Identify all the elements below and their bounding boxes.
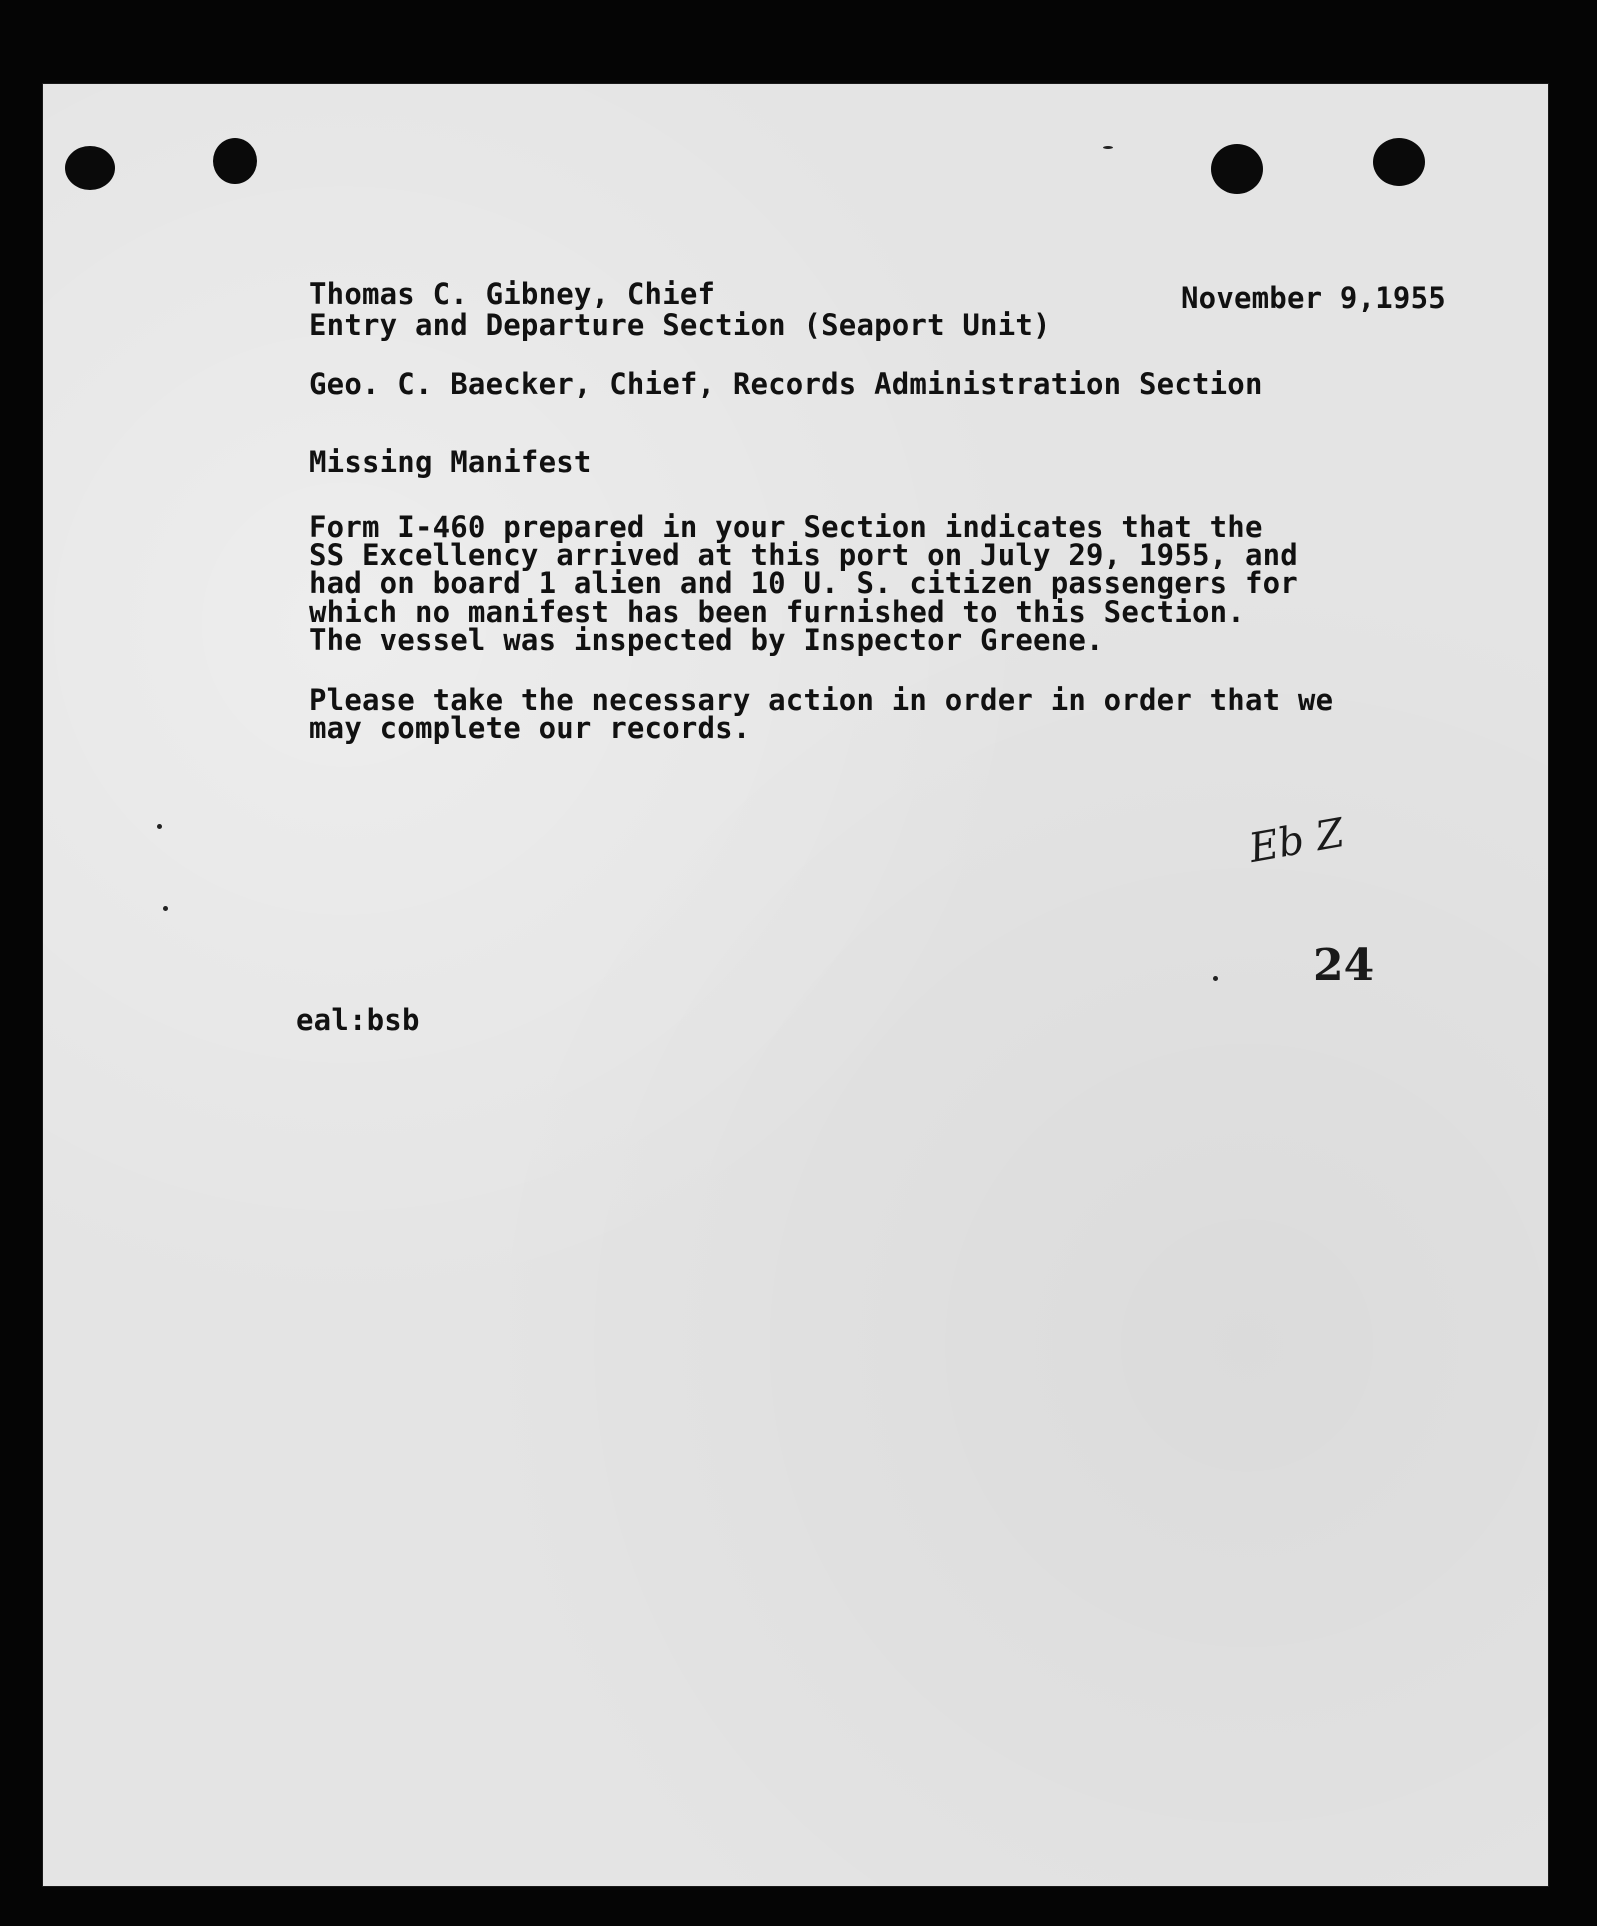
handwritten-page-number: 24	[1313, 940, 1375, 991]
memo-to-line-2: Entry and Departure Section (Seaport Unit)	[309, 308, 1051, 342]
punch-hole-right-2	[1373, 138, 1425, 186]
speck	[1213, 976, 1218, 981]
handwritten-initials: Eb Z	[1245, 810, 1348, 872]
body-line: which no manifest has been furnished to this Section.	[309, 595, 1245, 629]
memo-date: November 9,1955	[1181, 281, 1446, 315]
body-line: SS Excellency arrived at this port on July 29, 1955, and	[309, 538, 1298, 572]
memo-to-line-1: Thomas C. Gibney, Chief	[309, 277, 716, 311]
speck	[163, 906, 168, 911]
body-line: The vessel was inspected by Inspector Greene.	[309, 623, 1104, 657]
body-line: had on board 1 alien and 10 U. S. citizen passengers for	[309, 566, 1298, 600]
memo-page	[43, 84, 1548, 1886]
reference-initials: eal:bsb	[296, 1003, 420, 1037]
speck	[157, 824, 162, 829]
body-line: Please take the necessary action in order in order that we	[309, 683, 1334, 717]
memo-from-line: Geo. C. Baecker, Chief, Records Administration Section	[309, 367, 1263, 401]
punch-hole-left-2	[213, 138, 257, 184]
punch-hole-right-1	[1211, 144, 1263, 194]
body-line: may complete our records.	[309, 711, 751, 745]
memo-subject: Missing Manifest	[309, 445, 592, 479]
body-line: Form I-460 prepared in your Section indicates that the	[309, 510, 1263, 544]
punch-hole-left-1	[65, 146, 115, 190]
speck	[1103, 146, 1113, 149]
